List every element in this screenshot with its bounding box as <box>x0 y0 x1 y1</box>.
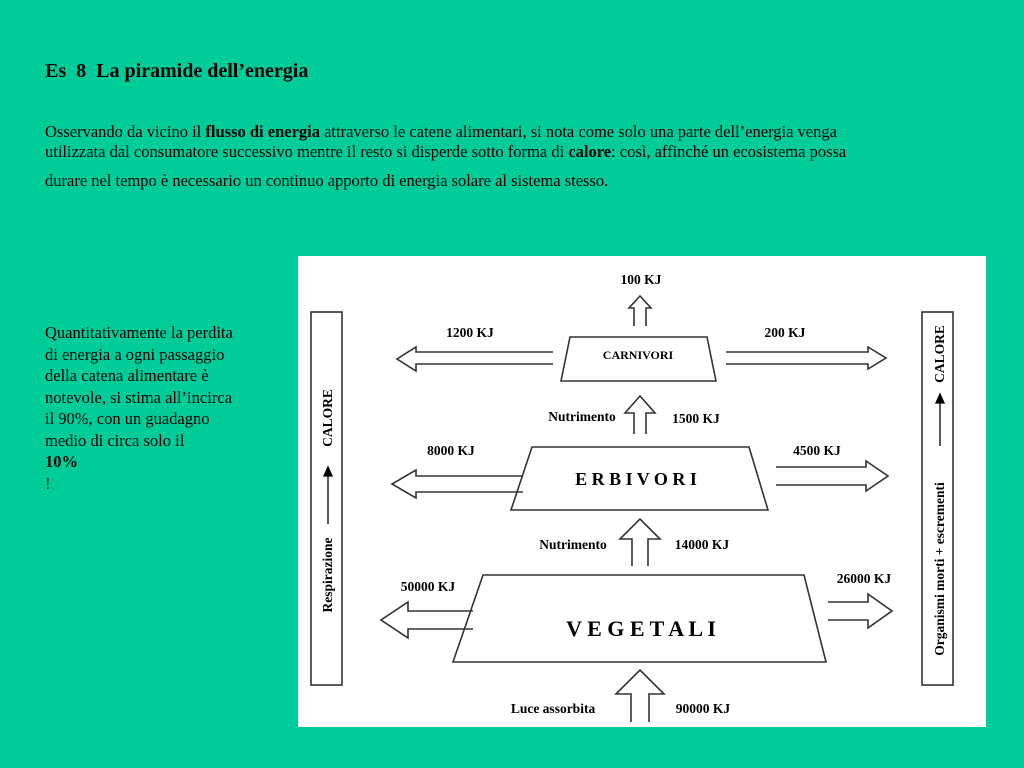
carnivori-left-arrow <box>397 347 553 371</box>
label-nutrimento-1: Nutrimento <box>548 409 616 424</box>
left-bar-arrow-head <box>324 467 332 476</box>
right-bar-arrow-head <box>936 394 944 403</box>
label-erbivori-right: 4500 KJ <box>793 443 841 458</box>
intro-line-2 <box>45 142 1020 162</box>
intro-text: : così, affinché un ecosistema possa <box>611 142 847 161</box>
side-note-line: il 90%, con un guadagno <box>45 409 210 428</box>
erbivori-left-arrow <box>392 470 523 498</box>
vegetali-right-arrow <box>828 594 892 628</box>
label-erbivori-left: 8000 KJ <box>427 443 475 458</box>
right-bar-calore: CALORE <box>932 325 947 383</box>
top-heat-arrow <box>629 296 651 326</box>
side-note-line: notevole, si stima all’incirca <box>45 387 232 407</box>
label-nutrimento-2: Nutrimento <box>539 537 607 552</box>
side-note-line-last <box>45 430 280 495</box>
side-note <box>45 322 280 494</box>
side-note-text: ! <box>45 473 51 493</box>
intro-bold-flusso: flusso di energia <box>205 122 320 141</box>
erbivori-right-arrow <box>776 461 888 491</box>
intro-text: Osservando da vicino il <box>45 122 206 141</box>
side-note-bold: 10% <box>45 452 78 471</box>
nutrimento-arrow-upper <box>625 396 655 434</box>
intro-line-3: durare nel tempo è necessario un continuo apporto di energia solare al sistema stesso. <box>45 171 609 190</box>
slide-title: Es 8 La piramide dell’energia <box>45 60 309 82</box>
label-luce-assorbita: Luce assorbita <box>510 701 596 716</box>
label-luce-value: 90000 KJ <box>675 701 731 716</box>
pyramid-drawing <box>298 256 986 727</box>
label-top-out: 100 KJ <box>620 272 662 287</box>
left-bar-respirazione: Respirazione <box>320 537 335 613</box>
carnivori-right-arrow <box>726 347 886 369</box>
level-vegetali: V E G E T A L I <box>566 616 716 641</box>
label-vegetali-right: 26000 KJ <box>836 571 892 586</box>
label-nutrimento-2-value: 14000 KJ <box>674 537 730 552</box>
side-note-line: di energia a ogni passaggio <box>45 344 225 364</box>
luce-arrow <box>616 670 664 722</box>
intro-line-1 <box>45 122 1020 142</box>
side-note-text: medio di circa solo il <box>45 430 185 450</box>
label-carnivori-left: 1200 KJ <box>446 325 494 340</box>
side-note-line: Quantitativamente la perdita <box>45 323 233 342</box>
intro-text: utilizzata dal consumatore successivo mentre il resto si disperde sotto forma di <box>45 142 569 161</box>
nutrimento-arrow-lower <box>620 519 660 566</box>
intro-paragraph <box>45 122 1020 191</box>
label-vegetali-left: 50000 KJ <box>400 579 456 594</box>
left-bar-calore: CALORE <box>320 389 335 447</box>
left-side-bar <box>311 312 342 685</box>
level-erbivori: E R B I V O R I <box>575 469 697 489</box>
label-nutrimento-1-value: 1500 KJ <box>672 411 720 426</box>
level-carnivori: CARNIVORI <box>602 348 674 362</box>
side-note-line: della catena alimentare è <box>45 366 209 385</box>
right-bar-organismi: Organismi morti + escrementi <box>932 482 947 656</box>
energy-pyramid-diagram <box>298 256 986 727</box>
vegetali-left-arrow <box>381 602 473 638</box>
intro-text: attraverso le catene alimentari, si nota come solo una parte dell’energia venga <box>319 122 837 141</box>
intro-bold-calore: calore <box>568 142 612 161</box>
label-carnivori-right: 200 KJ <box>764 325 806 340</box>
